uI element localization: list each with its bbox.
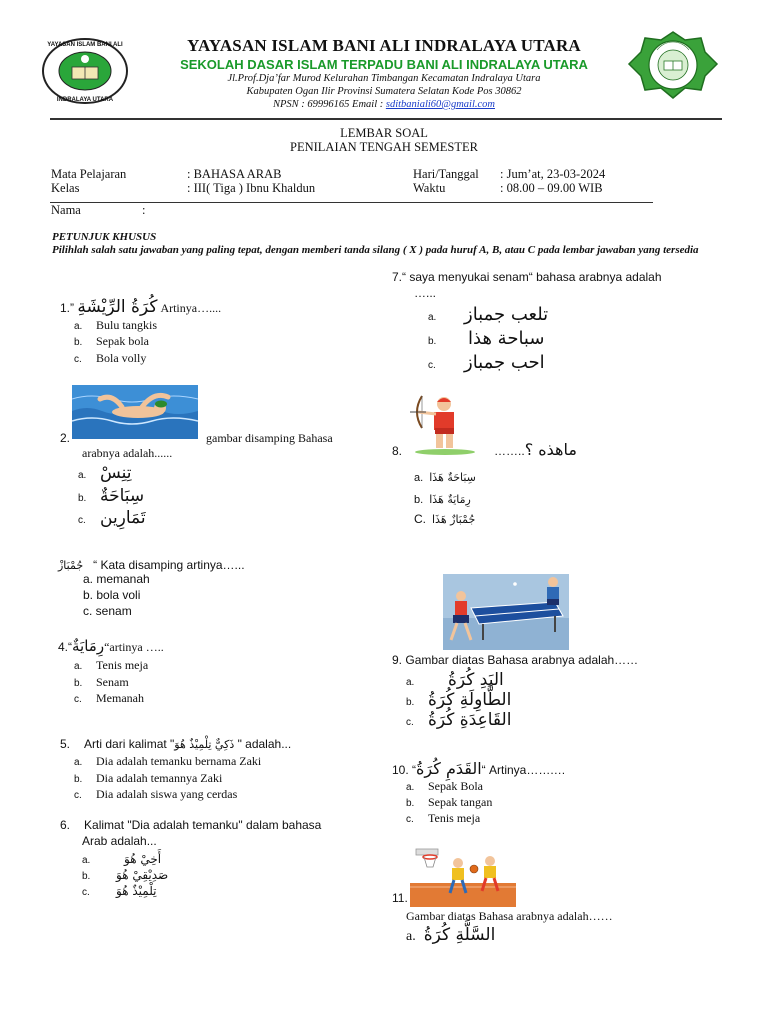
date-label: Hari/Tanggal <box>413 167 479 181</box>
question-9: 9. Gambar diatas Bahasa arabnya adalah…… <box>392 653 639 667</box>
q3-option-c[interactable]: c. senam <box>83 604 132 618</box>
q7-option-b[interactable]: b. سباحة هذا <box>428 328 545 349</box>
question-3: جُمْبَازْ “ Kata disamping artinya…... <box>58 558 245 572</box>
info-divider <box>50 202 653 203</box>
svg-text:YAYASAN ISLAM BANI ALI: YAYASAN ISLAM BANI ALI <box>47 42 123 48</box>
question-10: 10. “القَدَمِ كُرَةُ“ Artinya…….… <box>392 759 566 778</box>
sheet-title: LEMBAR SOAL <box>340 126 428 140</box>
q5-option-b[interactable]: b. Dia adalah temannya Zaki <box>74 771 223 785</box>
q2-option-c[interactable]: c. تَمَارِين <box>78 508 146 528</box>
question-4: 4.“رِمَايَةٌ“artinya ….. <box>58 637 164 655</box>
q4-option-a[interactable]: a. Tenis meja <box>74 658 149 672</box>
q5-option-a[interactable]: a. Dia adalah temanku bernama Zaki <box>74 754 262 768</box>
header-divider <box>50 118 722 120</box>
q4-option-c[interactable]: c. Memanah <box>74 691 144 705</box>
q2-option-b[interactable]: b. سِبَاحَةٌ <box>78 486 145 506</box>
name-value: : <box>142 203 146 217</box>
address-line-2: Kabupaten Ogan Ilir Provinsi Sumatera Selatan Kode Pos 30862 <box>246 86 522 97</box>
email-link[interactable]: sditbaniali60@gmail.com <box>385 99 495 110</box>
foundation-name: YAYASAN ISLAM BANI ALI INDRALAYA UTARA <box>187 36 581 55</box>
q1-option-c[interactable]: c. Bola volly <box>74 351 147 365</box>
q9-option-a[interactable]: a. اليَدِ كُرَةُ <box>406 670 504 690</box>
class-value: : III( Tiga ) Ibnu Khaldun <box>187 181 316 195</box>
class-label: Kelas <box>51 181 80 195</box>
q8-option-c[interactable]: C. جُمْبَازٌ هَذَا <box>414 512 476 526</box>
basketball-image <box>410 845 516 907</box>
question-11: Gambar diatas Bahasa arabnya adalah…… <box>406 909 613 923</box>
contact-line <box>0 99 768 110</box>
q10-option-a[interactable]: a. Sepak Bola <box>406 779 483 793</box>
q3-option-a[interactable]: a. memanah <box>83 572 150 586</box>
table-tennis-image <box>443 574 569 650</box>
instructions-text: Pilihlah salah satu jawaban yang paling tepat, dengan memberi tanda silang ( X ) pada huruf A, B, atau C pada lembar jawaban yang tersedia <box>52 244 699 256</box>
q7-option-a[interactable]: a. تلعب جمباز <box>428 304 549 325</box>
question-1: 1.” كُرَةُ الرِّيْشَةِ Artinya….... <box>60 297 222 317</box>
q3-option-b[interactable]: b. bola voli <box>83 588 141 602</box>
question-8: 8. ……..ماهذه ؟ <box>392 440 577 459</box>
q9-option-c[interactable]: c. القَاعِدَةِ كُرَةُ <box>406 710 512 730</box>
q1-arabic: كُرَةُ الرِّيْشَةِ <box>77 297 158 317</box>
school-name: SEKOLAH DASAR ISLAM TERPADU BANI ALI INDRALAYA UTARA <box>180 57 588 72</box>
sheet-subtitle: PENILAIAN TENGAH SEMESTER <box>290 140 478 154</box>
svg-text:INDRALAYA UTARA: INDRALAYA UTARA <box>56 97 114 103</box>
question-11-number: 11. <box>392 891 408 905</box>
q5-option-c[interactable]: c. Dia adalah siswa yang cerdas <box>74 787 238 801</box>
question-5: 5. Arti dari kalimat "ذَكِيٌّ تِلْمِيْذٌ هُوَ " adalah... <box>60 737 292 751</box>
subject-label: Mata Pelajaran <box>51 167 127 181</box>
q1-option-a[interactable]: a. Bulu tangkis <box>74 318 158 332</box>
time-value: : 08.00 – 09.00 WIB <box>500 181 603 195</box>
q2-option-a[interactable]: a. تِنِسْ <box>78 463 132 483</box>
q6-option-b[interactable]: b. صَدِيْقِيْ هُوَ <box>82 868 169 882</box>
q8-option-a[interactable]: a. سِبَاحَةٌ هَذَا <box>414 471 476 484</box>
q8-option-b[interactable]: b. رِمَايَةٌ هَذَا <box>414 493 471 506</box>
q11-option-a[interactable]: a. السَّلَّةِ كُرَةُ <box>406 925 496 945</box>
q10-option-c[interactable]: c. Tenis meja <box>406 811 481 825</box>
question-6: 6. Kalimat "Dia adalah temanku" dalam bahasa <box>60 818 322 832</box>
instructions-title: PETUNJUK KHUSUS <box>52 231 157 243</box>
date-value: : Jum’at, 23-03-2024 <box>500 167 606 181</box>
question-2-line2: arabnya adalah...... <box>82 446 173 460</box>
question-7-line2: …... <box>414 286 437 300</box>
q6-option-a[interactable]: a. أَخِيْ هُوَ <box>82 852 162 866</box>
q4-option-b[interactable]: b. Senam <box>74 675 129 689</box>
time-label: Waktu <box>413 181 446 195</box>
question-7: 7.“ saya menyukai senam“ bahasa arabnya adalah <box>392 270 662 284</box>
q10-option-b[interactable]: b. Sepak tangan <box>406 795 493 809</box>
subject-value: : BAHASA ARAB <box>187 167 282 181</box>
q1-option-b[interactable]: b. Sepak bola <box>74 334 149 348</box>
q3-arabic: جُمْبَازْ <box>58 559 84 572</box>
q7-option-c[interactable]: c. احب جمباز <box>428 352 545 373</box>
question-6-line2: Arab adalah... <box>82 834 157 848</box>
name-label: Nama <box>51 203 81 217</box>
npsn-text: NPSN : 69996165 Email : <box>273 99 386 110</box>
question-2: 2. gambar disamping Bahasa <box>60 431 333 445</box>
address-line-1: Jl.Prof.Dja’far Murod Kelurahan Timbangan Kecamatan Indralaya Utara <box>227 73 541 84</box>
q6-option-c[interactable]: c. تِلْمِيْذٌ هُوَ <box>82 884 157 898</box>
q9-option-b[interactable]: b. الطَّاوِلَةِ كُرَةُ <box>406 690 512 710</box>
